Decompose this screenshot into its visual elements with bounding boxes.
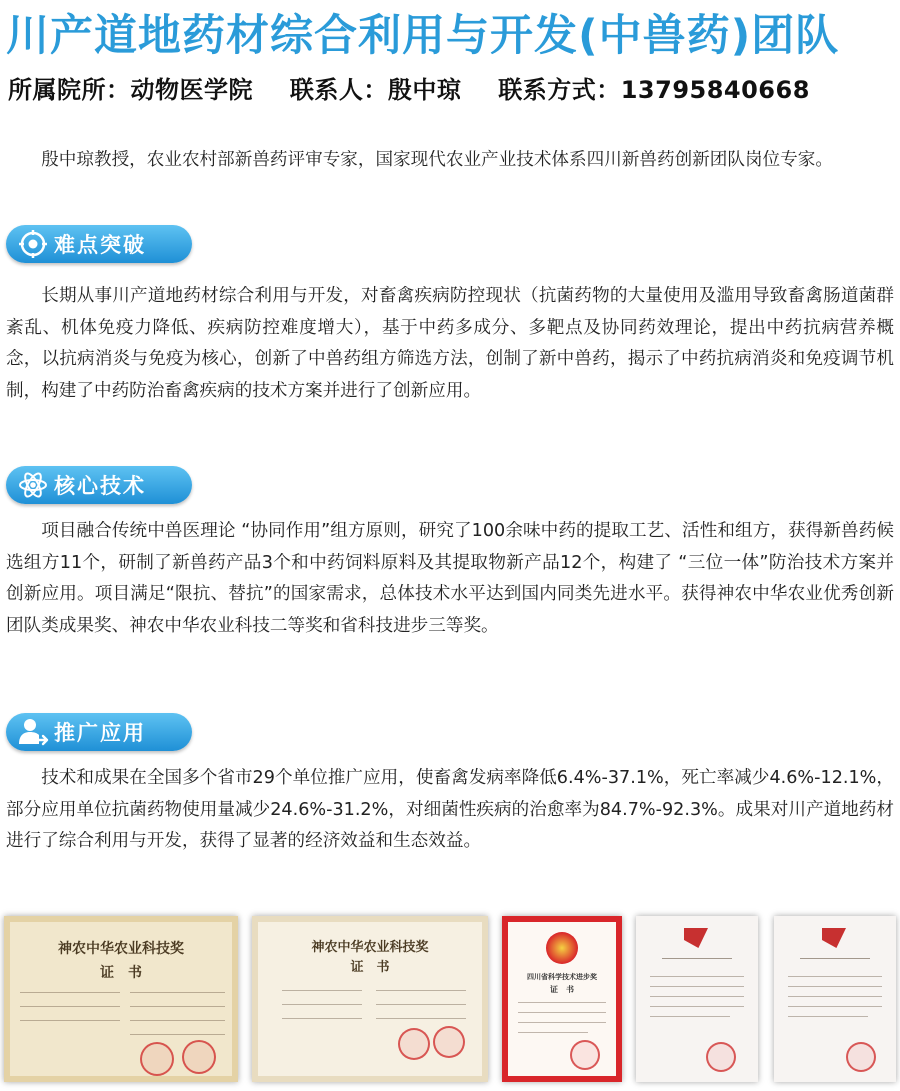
contact-person: 联系人：殷中琼 — [289, 76, 462, 104]
intro-paragraph: 殷中琼教授，农业农村部新兽药评审专家，国家现代农业产业技术体系四川新兽药创新团队岗位专家。 — [41, 150, 833, 170]
section-text-core-tech: 项目融合传统中兽医理论 “协同作用”组方原则，研究了100余味中药的提取工艺、活性和组方，获得新兽药候选组方11个，研制了新兽药产品3个和中药饲料原料及其提取物新产品12个，构建了 “三位一体”防治技术方案并创新应用。项目满足“限抗、替抗”的国家需求，总体技术水平达到国内同类先进水平。获得神农中华农业优秀创新团队类成果奖、神农中华农业科技二等奖和省科技进步三等奖。 — [6, 521, 894, 636]
seal-icon — [398, 1028, 430, 1060]
certificate-gallery — [0, 912, 900, 1087]
atom-icon — [12, 466, 54, 504]
seal-icon — [706, 1042, 736, 1072]
user-share-icon — [12, 713, 54, 751]
section-tag-promotion — [6, 713, 192, 751]
section-label: 难点突破 — [54, 233, 146, 257]
seal-icon — [570, 1040, 600, 1070]
seal-icon — [433, 1026, 465, 1058]
certificate-image: 神农中华农业科技奖 证 书 — [4, 916, 238, 1082]
target-icon — [12, 225, 54, 263]
seal-icon — [140, 1042, 174, 1076]
logo-icon — [822, 928, 846, 948]
contact-info — [8, 70, 898, 105]
section-text-promotion: 技术和成果在全国多个省市29个单位推广应用，使畜禽发病率降低6.4%-37.1%，死亡率减少4.6%-12.1%，部分应用单位抗菌药物使用量减少24.6%-31.2%，对细菌性疾病的治愈率为84.7%-92.3%。成果对川产道地药材进行了综合利用与开发，获得了显著的经济效益和生态效益。 — [6, 768, 894, 851]
seal-icon — [182, 1040, 216, 1074]
seal-icon — [846, 1042, 876, 1072]
section-text-difficulty: 长期从事川产道地药材综合利用与开发，对畜禽疾病防控现状（抗菌药物的大量使用及滥用导致畜禽肠道菌群紊乱、机体免疫力降低、疾病防控难度增大），基于中药多成分、多靶点及协同药效理论，提出中药抗病营养概念，以抗病消炎与免疫为核心，创新了中兽药组方筛选方法，创制了新中兽药，揭示了中药抗病消炎和免疫调节机制，构建了中药防治畜禽疾病的技术方案并进行了创新应用。 — [6, 286, 894, 401]
page-title: 川产道地药材综合利用与开发(中兽药)团队 — [6, 11, 840, 61]
section-label: 核心技术 — [54, 474, 146, 498]
certificate-image — [774, 916, 896, 1082]
section-tag-core-tech — [6, 466, 192, 504]
contact-method: 联系方式：13795840668 — [498, 76, 810, 104]
section-tag-difficulty — [6, 225, 192, 263]
section-label: 推广应用 — [54, 721, 146, 745]
certificate-image: 神农中华农业科技奖 证 书 — [252, 916, 488, 1082]
certificate-image — [636, 916, 758, 1082]
logo-icon — [684, 928, 708, 948]
affiliation: 所属院所：动物医学院 — [8, 76, 253, 104]
emblem-icon — [546, 932, 578, 964]
certificate-image: 四川省科学技术进步奖 证 书 — [502, 916, 622, 1082]
